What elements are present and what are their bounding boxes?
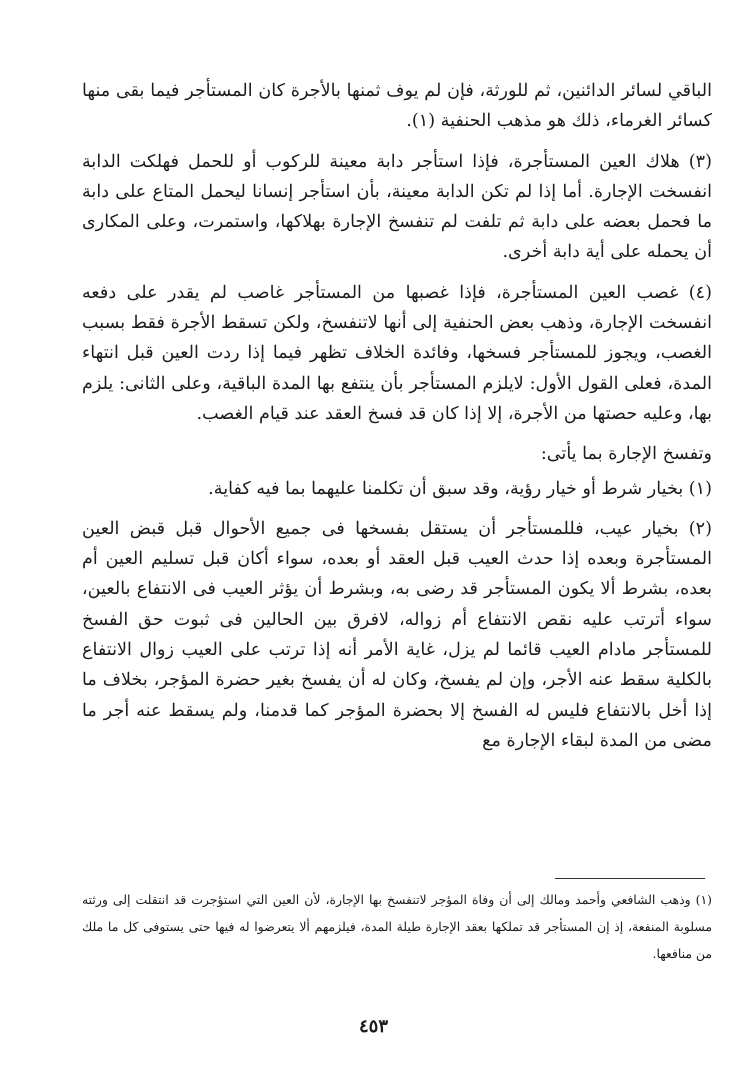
footnote-divider	[555, 878, 705, 879]
paragraph-continuation: الباقي لسائر الدائنين، ثم للورثة، فإن لم يوف ثمنها بالأجرة كان المستأجر فيما بقى منها كسائر الغرماء، ذلك هو مذهب الحنفية (١).	[82, 81, 712, 132]
page-number: ٤٥٣	[358, 1016, 388, 1037]
main-text	[82, 76, 712, 766]
footnote: (١) وذهب الشافعي وأحمد ومالك إلى أن وفاة المؤجر لاتنفسخ بها الإجارة، لأن العين التي استؤجرت قد انتقلت إلى ورثته مسلوبة المنفعة، إذ إن المستأجر قد تملكها بعقد الإجارة طيلة المدة، فيلزمهم ألا يتعرضوا له فيها حتى يستوفى كل ما ملك من منافعها.	[82, 892, 712, 961]
paragraph-item-4: (٤) غصب العين المستأجرة، فإذا غصبها من المستأجر غاصب لم يقدر على دفعه انفسخت الإجارة، وذهب بعض الحنفية إلى أنها لاتنفسخ، ولكن تسقط الأجرة فقط بسبب الغصب، ويجوز للمستأجر فسخها، وفائدة الخلاف تظهر فيما إذا ردت العين قبل انتهاء المدة، فعلى القول الأول: لايلزم المستأجر بأن ينتفع بها المدة الباقية، وعلى الثانى: يلزم بها، وعليه حصتها من الأجرة، إلا إذا كان قد فسخ العقد عند قيام الغصب.	[82, 282, 712, 424]
paragraph-option-2: (٢) بخيار عيب، فللمستأجر أن يستقل بفسخها فى جميع الأحوال قبل قبض العين المستأجرة وبعده إذا حدث العيب قبل العقد أو بعده، سواء أكان قبل تسليم العين أم بعده، بشرط ألا يكون المستأجر قد رضى به، وبشرط أن يؤثر العيب فى الانتفاع بالعين، سواء أترتب عليه نقص الانتفاع أم زواله، لافرق بين الحالين فى ثبوت حق الفسخ للمستأجر مادام العيب قائما لم يزل، غاية الأمر أنه إذا ترتب على العيب زوال الانتفاع بالكلية سقط عنه الأجر، وإن لم يفسخ، وكان له أن يفسخ بغير حضرة المؤجر، بخلاف ما إذا أخل بالانتفاع فليس له الفسخ إلا بحضرة المؤجر كما قدمنا، ولم يسقط عنه أجر ما مضى من المدة لبقاء الإجارة مع	[82, 518, 712, 751]
paragraph-item-3: (٣) هلاك العين المستأجرة، فإذا استأجر دابة معينة للركوب أو للحمل فهلكت الدابة انفسخت الإجارة. أما إذا لم تكن الدابة معينة، بأن استأجر إنسانا ليحمل المتاع على دابة ما فحمل بعضه على دابة ثم تلفت لم تنفسخ الإجارة بهلاكها، واستمرت، وعلى المكارى أن يحمله على أية دابة أخرى.	[82, 151, 712, 263]
paragraph-option-1: (١) بخيار شرط أو خيار رؤية، وقد سبق أن تكلمنا عليهما بما فيه كفاية.	[208, 478, 712, 499]
section-heading: وتفسخ الإجارة بما يأتى:	[540, 444, 712, 465]
